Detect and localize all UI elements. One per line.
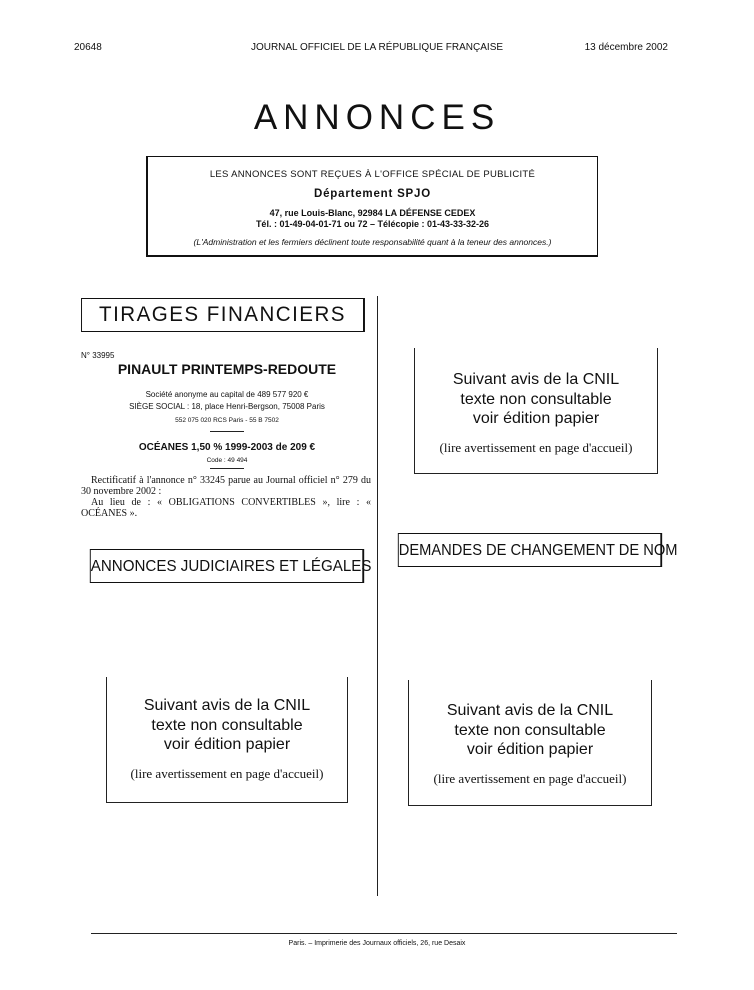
section-heading-judiciaires: ANNONCES JUDICIAIRES ET LÉGALES — [90, 549, 364, 583]
cnil-line: voir édition papier — [472, 410, 600, 427]
office-address: 47, rue Louis-Blanc, 92984 LA DÉFENSE CEDEX — [269, 208, 476, 218]
cnil-line: texte non consultable — [460, 390, 612, 408]
cnil-line: voir édition papier — [163, 736, 291, 753]
security-code: Code : 49 494 — [206, 457, 248, 464]
cnil-line: Suivant avis de la CNIL — [452, 371, 620, 388]
cnil-line: texte non consultable — [151, 716, 303, 734]
cnil-notice — [414, 348, 658, 474]
column-divider — [377, 296, 378, 896]
department-name: Département SPJO — [314, 188, 431, 200]
section-heading-demandes: DEMANDES DE CHANGEMENT DE NOM — [398, 533, 662, 567]
cnil-line: Suivant avis de la CNIL — [143, 697, 311, 714]
cnil-line: voir édition papier — [466, 741, 594, 758]
cnil-line: texte non consultable — [454, 721, 606, 739]
security-title: OCÉANES 1,50 % 1999-2003 de 209 € — [138, 442, 316, 453]
disclaimer: (L'Administration et les fermiers déclinent toute responsabilité quant à la teneur des annonces.) — [193, 237, 552, 247]
cnil-notice — [408, 680, 652, 806]
company-capital: Société anonyme au capital de 489 577 920 € — [145, 390, 309, 399]
rectification-text: Rectificatif à l'annonce n° 33245 parue au Journal officiel n° 279 du 30 novembre 2002 : — [81, 475, 371, 497]
cnil-notice — [106, 677, 348, 803]
section-heading-tirages: TIRAGES FINANCIERS — [81, 298, 365, 332]
cnil-warning: (lire avertissement en page d'accueil) — [433, 770, 627, 786]
announcement-number: N° 33995 — [81, 351, 115, 360]
correction-text: Au lieu de : « OBLIGATIONS CONVERTIBLES », lire : « OCÉANES ». — [81, 497, 371, 519]
printer-footer: Paris. – Imprimerie des Journaux officiels, 26, rue Desaix — [288, 940, 466, 947]
footer-rule — [91, 933, 677, 934]
page-number: 20648 — [74, 42, 102, 53]
publicity-office-box — [146, 156, 598, 257]
publicity-intro: LES ANNONCES SONT REÇUES À L'OFFICE SPÉCIAL DE PUBLICITÉ — [209, 169, 536, 180]
company-headquarters: SIÈGE SOCIAL : 18, place Henri-Bergson, 75008 Paris — [129, 402, 325, 411]
company-rcs: 552 075 020 RCS Paris - 55 B 7502 — [175, 417, 279, 424]
journal-title: JOURNAL OFFICIEL DE LA RÉPUBLIQUE FRANÇAISE — [250, 42, 504, 53]
company-name: PINAULT PRINTEMPS-REDOUTE — [117, 361, 337, 377]
page-title: ANNONCES — [253, 98, 501, 137]
announcement-body — [81, 467, 371, 519]
cnil-warning: (lire avertissement en page d'accueil) — [130, 765, 324, 781]
office-phones: Tél. : 01-49-04-01-71 ou 72 – Télécopie : 01-43-33-32-26 — [255, 219, 490, 229]
issue-date: 13 décembre 2002 — [584, 42, 668, 53]
cnil-line: Suivant avis de la CNIL — [446, 702, 614, 719]
cnil-warning: (lire avertissement en page d'accueil) — [439, 439, 633, 455]
separator-rule — [210, 431, 244, 432]
